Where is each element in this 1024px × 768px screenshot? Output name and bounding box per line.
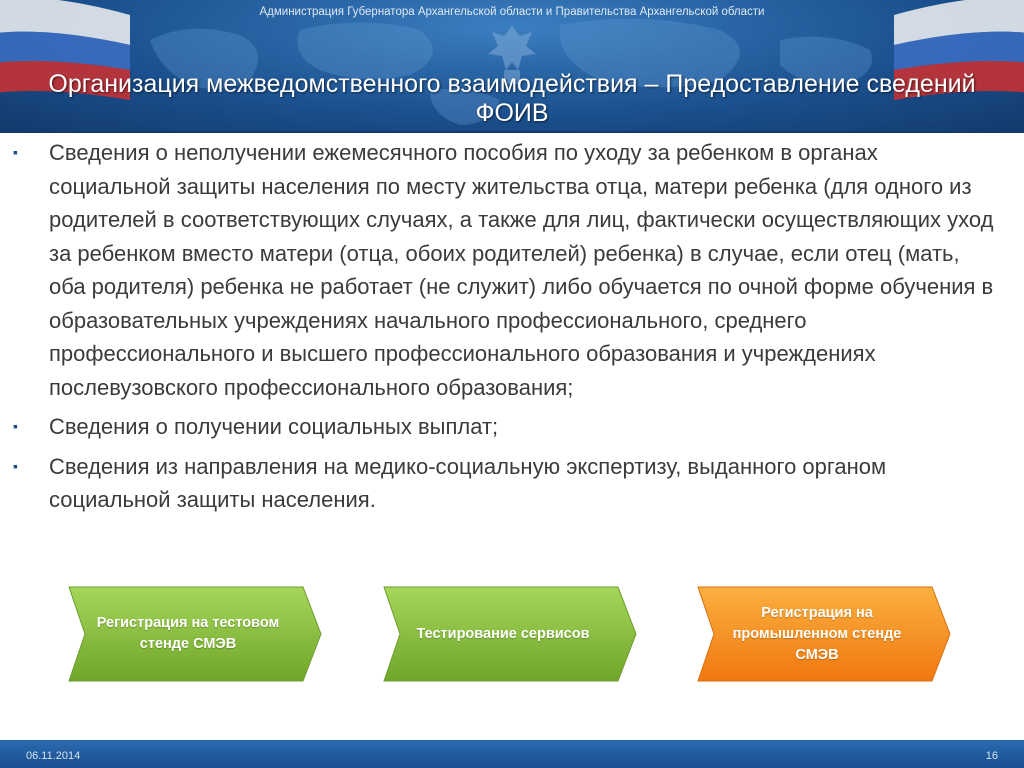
bullet-item [10, 450, 1000, 517]
bullet-list [10, 136, 1000, 523]
organization-name: Администрация Губернатора Архангельской области и Правительства Архангельской области [259, 6, 765, 18]
bullet-marker-icon: ▪ [13, 144, 18, 160]
slide-number: 16 [985, 750, 998, 762]
process-step-label: Регистрация на тестовом стенде СМЭВ [96, 615, 280, 652]
header-banner [0, 0, 1024, 133]
bullet-marker-icon: ▪ [13, 457, 18, 474]
process-step-label: Регистрация на промышленном стенде СМЭВ [732, 604, 902, 663]
footer-bar [0, 740, 1024, 768]
header-divider [0, 131, 1024, 133]
bullet-text: Сведения из направления на медико-социальную экспертизу, выданного органом социальной защиты населения. [49, 453, 887, 512]
bullet-marker-icon: ▪ [13, 418, 18, 434]
bullet-item [10, 410, 1000, 444]
slide-date: 06.11.2014 [26, 750, 81, 762]
bullet-text: Сведения о неполучении ежемесячного пособия по уходу за ребенком в органах социальной защиты населения по месту жительства отца, матери ребенка (для одного из родителей в соответствующих случаях, а также для лиц, фактически осуществляющих уход за ребенком вместо матери (отца, обоих родителей) ребенка) в случае, если отец (мать, оба родителя) ребенка не работает (не служит) либо обучается по очной форме обучения в образовательных учреждениях начального профессионального, среднего профессионального и высшего профессионального образования и учреждениях послевузовского профессионального образования; [49, 140, 994, 400]
process-step-3 [696, 585, 952, 683]
slide-title: Организация межведомственного взаимодействия – Предоставление сведений ФОИВ [48, 70, 976, 127]
bullet-text: Сведения о получении социальных выплат; [49, 414, 499, 439]
process-step-1 [67, 585, 323, 683]
process-step-label: Тестирование сервисов [416, 625, 590, 642]
bullet-item [10, 136, 1000, 404]
process-step-2 [382, 585, 638, 683]
